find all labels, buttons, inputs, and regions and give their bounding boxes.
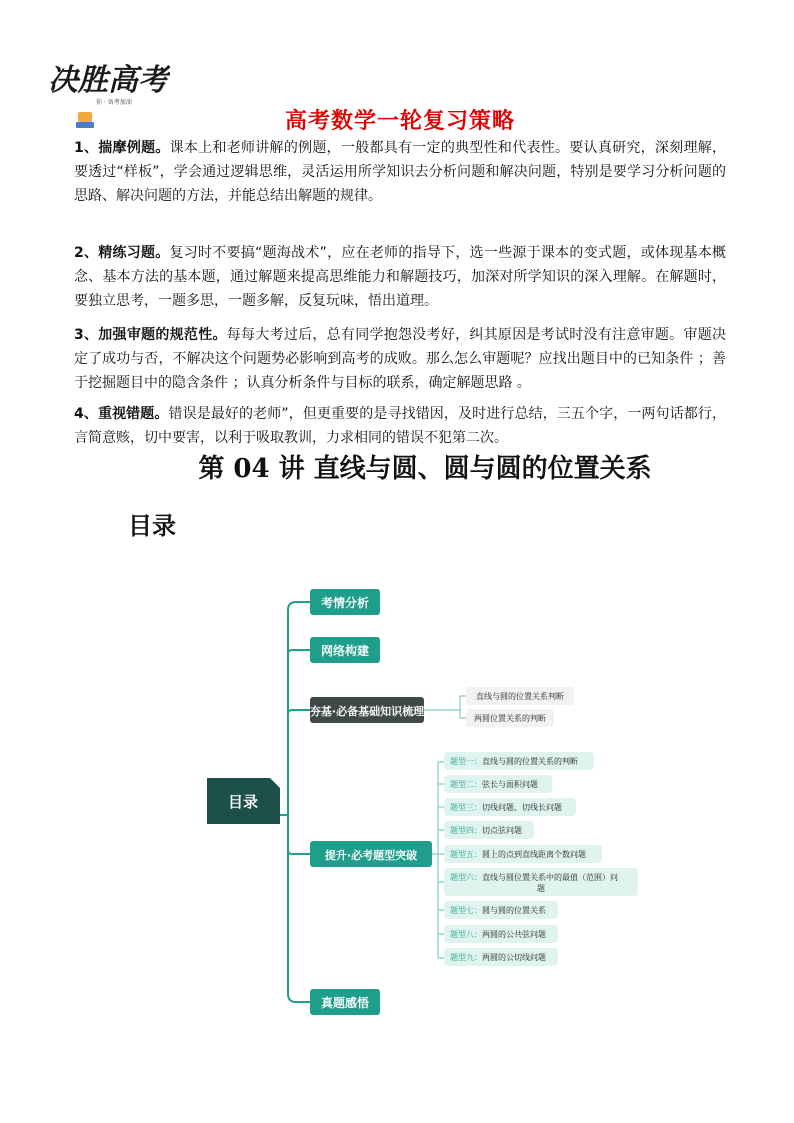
svg-text:两圆的公切线问题: 两圆的公切线问题 bbox=[482, 953, 546, 962]
branch-basic-knowledge[interactable] bbox=[310, 697, 425, 723]
strategy-paragraph-1 bbox=[74, 136, 726, 208]
question-type-8[interactable] bbox=[444, 925, 558, 943]
branch-network-build[interactable] bbox=[310, 637, 380, 663]
question-type-4[interactable] bbox=[444, 821, 534, 839]
paragraph-body: 每每大考过后，总有同学抱怨没考好，纠其原因是考试时没有注意审题。审题决定了成功与否，不解决这个问题势必影响到高考的成败。那么怎么审题呢？应找出题目中的已知条件 ；善于挖掘题目中的隐含条件 ；认真分析条件与目标的联系，确定解题思路 。 bbox=[74, 327, 727, 391]
svg-text:两圆位置关系的判断: 两圆位置关系的判断 bbox=[474, 714, 546, 723]
question-type-1[interactable] bbox=[444, 752, 594, 770]
toc-mindmap bbox=[0, 570, 794, 1030]
strategy-paragraph-4 bbox=[74, 402, 726, 450]
paragraph-heading: 3、加强审题的规范性。 bbox=[74, 327, 227, 343]
svg-text:题型七：: 题型七： bbox=[450, 906, 482, 915]
branch-label: 提升·必考题型突破 bbox=[324, 849, 418, 862]
branch-exam-analysis[interactable] bbox=[310, 589, 380, 615]
branch-label: 考情分析 bbox=[320, 596, 370, 610]
mindmap-root-label: 目录 bbox=[227, 793, 259, 811]
strategy-paragraph-2 bbox=[74, 241, 726, 313]
svg-text:两圆的公共弦问题: 两圆的公共弦问题 bbox=[482, 930, 546, 939]
paragraph-heading: 2、精练习题。 bbox=[74, 245, 170, 261]
svg-text:题型五：: 题型五： bbox=[450, 850, 482, 859]
mindmap-root[interactable] bbox=[207, 778, 280, 824]
svg-text:题型六：: 题型六： bbox=[450, 873, 482, 882]
mindmap-connectors bbox=[280, 602, 310, 1002]
main-title: 高考数学一轮复习策略 bbox=[284, 109, 515, 134]
svg-text:题型一：: 题型一： bbox=[450, 757, 482, 766]
svg-text:题型三：: 题型三： bbox=[450, 803, 482, 812]
question-type-6[interactable] bbox=[444, 868, 638, 896]
svg-text:切线问题、切线长问题: 切线问题、切线长问题 bbox=[482, 803, 562, 812]
book-icon bbox=[78, 112, 92, 122]
paragraph-heading: 1、揣摩例题。 bbox=[74, 140, 170, 156]
question-type-3[interactable] bbox=[444, 798, 576, 816]
branch-question-types[interactable] bbox=[310, 841, 432, 867]
lecture-title: 第 04 讲 直线与圆、圆与圆的位置关系 bbox=[198, 454, 652, 484]
svg-text:直线与圆的位置关系的判断: 直线与圆的位置关系的判断 bbox=[482, 757, 578, 766]
logo-text: 决胜高考 bbox=[48, 63, 168, 98]
paragraph-body: 课本上和老师讲解的例题，一般都具有一定的典型性和代表性。要认真研究，深刻理解，要透过“样板”，学会通过逻辑思维，灵活运用所学知识去分析问题和解决问题，特别是要学习分析问题的思路、解决问题的方法，并能总结出解题的规律。 bbox=[74, 140, 726, 204]
branch-label: 夯基·必备基础知识梳理 bbox=[309, 705, 425, 718]
svg-text:直线与圆位置关系中的最值（范围）问: 直线与圆位置关系中的最值（范围）问 bbox=[482, 873, 618, 882]
svg-text:弦长与面积问题: 弦长与面积问题 bbox=[482, 780, 538, 789]
knowledge-item[interactable] bbox=[466, 709, 554, 727]
question-type-2[interactable] bbox=[444, 775, 552, 793]
question-type-5[interactable] bbox=[444, 845, 602, 863]
svg-text:题型四：: 题型四： bbox=[450, 826, 482, 835]
toc-heading: 目录 bbox=[128, 511, 176, 540]
paragraph-body: 错误是最好的老师”，但更重要的是寻找错因，及时进行总结，三五个字，一两句话都行，言简意赅，切中要害，以利于吸取教训，力求相同的错误不犯第二次。 bbox=[74, 406, 726, 446]
knowledge-item[interactable] bbox=[466, 687, 574, 705]
svg-text:切点弦问题: 切点弦问题 bbox=[482, 826, 522, 835]
branch-label: 网络构建 bbox=[320, 644, 370, 658]
strategy-paragraph-3 bbox=[74, 323, 726, 395]
svg-text:题: 题 bbox=[537, 884, 545, 893]
question-type-9[interactable] bbox=[444, 948, 558, 966]
svg-text:题型九：: 题型九： bbox=[450, 953, 482, 962]
svg-text:圆上的点到直线距离个数问题: 圆上的点到直线距离个数问题 bbox=[482, 850, 586, 859]
branch-label: 真题感悟 bbox=[320, 996, 370, 1010]
branch-real-exam[interactable] bbox=[310, 989, 380, 1015]
brand-logo bbox=[46, 56, 170, 136]
question-type-7[interactable] bbox=[444, 901, 558, 919]
paragraph-body: 复习时不要搞“题海战术”，应在老师的指导下，选一些源于课本的变式题，或体现基本概念、基本方法的基本题，通过解题来提高思维能力和解题技巧，加深对所学知识的深入理解。在解题时，要独立思考，一题多思，一题多解，反复玩味，悟出道理。 bbox=[74, 245, 726, 309]
svg-text:题型八：: 题型八： bbox=[450, 930, 482, 939]
svg-text:圆与圆的位置关系: 圆与圆的位置关系 bbox=[482, 906, 546, 915]
paragraph-heading: 4、重视错题。 bbox=[74, 406, 169, 422]
svg-text:直线与圆的位置关系判断: 直线与圆的位置关系判断 bbox=[476, 692, 564, 701]
logo-tagline: 你 · 备考加油 bbox=[96, 99, 132, 106]
svg-text:题型二：: 题型二： bbox=[450, 780, 482, 789]
book-stack-icon bbox=[76, 122, 94, 128]
